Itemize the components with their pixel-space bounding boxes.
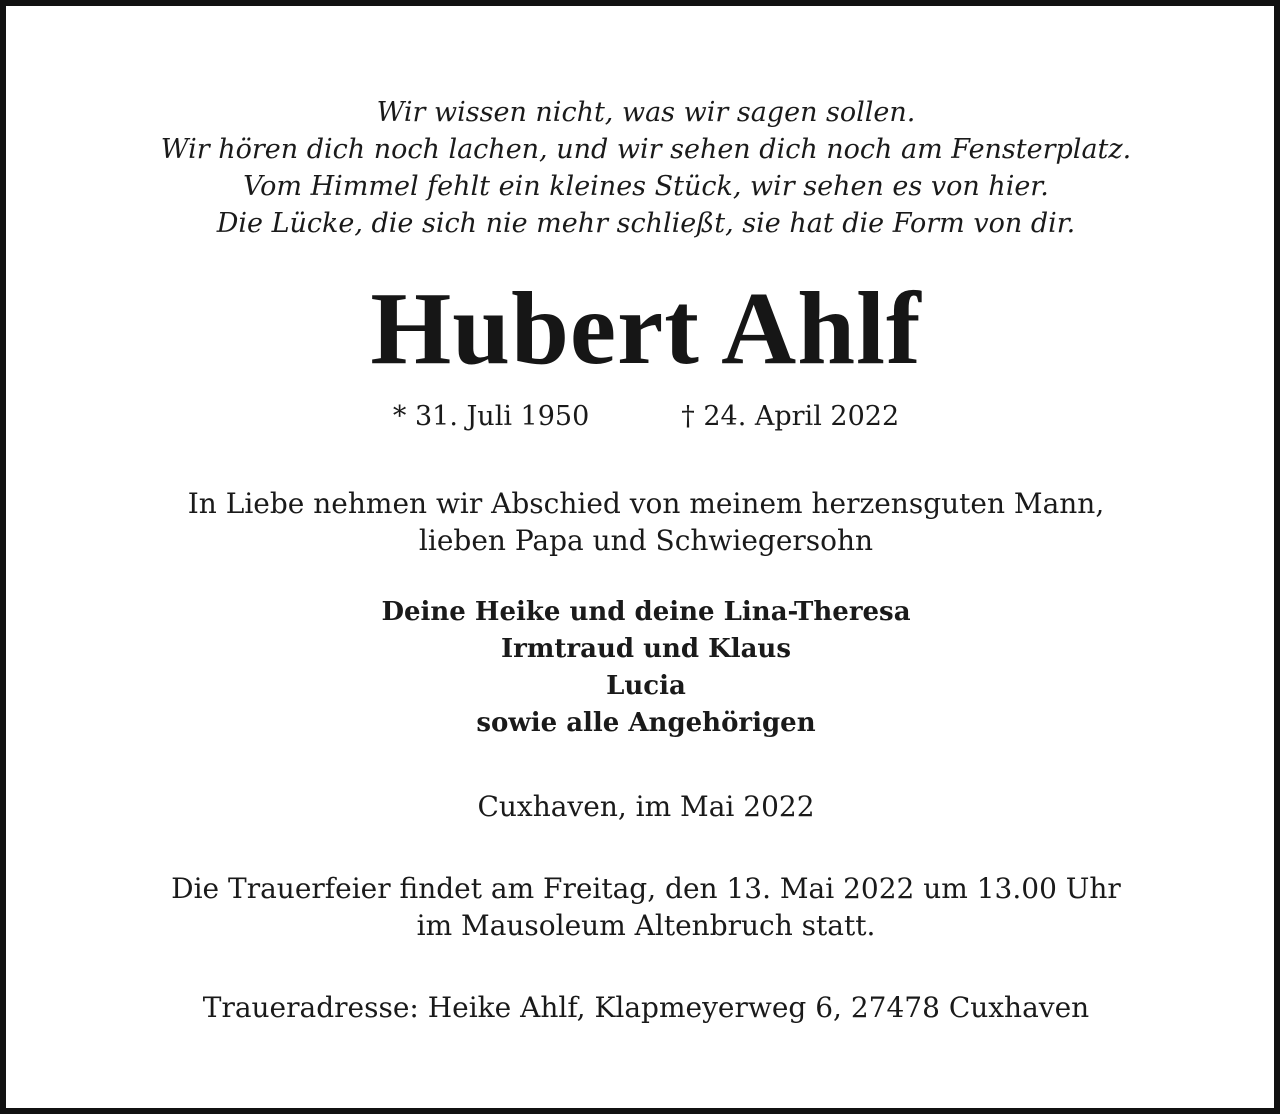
- death-date: † 24. April 2022: [681, 401, 900, 432]
- funeral-service-info: [6, 870, 1280, 944]
- birth-date: * 31. Juli 1950: [392, 401, 590, 432]
- poem: [6, 94, 1280, 242]
- poem-line: Wir wissen nicht, was wir sagen sollen.: [376, 97, 916, 128]
- farewell-line: lieben Papa und Schwiegersohn: [418, 524, 874, 557]
- address-line: Traueradresse: Heike Ahlf, Klapmeyerweg 6, 27478 Cuxhaven: [202, 991, 1090, 1024]
- poem-line: Wir hören dich noch lachen, und wir sehen dich noch am Fensterplatz.: [160, 134, 1132, 165]
- mourning-address: [6, 989, 1280, 1026]
- farewell-line: In Liebe nehmen wir Abschied von meinem herzensguten Mann,: [187, 487, 1105, 520]
- mourner-line: sowie alle Angehörigen: [476, 708, 816, 738]
- poem-line: Die Lücke, die sich nie mehr schließt, sie hat die Form von dir.: [216, 208, 1076, 239]
- service-line: im Mausoleum Altenbruch statt.: [416, 909, 876, 942]
- mourner-line: Lucia: [606, 671, 686, 701]
- mourners-list: [6, 594, 1280, 742]
- life-dates: [6, 399, 1280, 435]
- deceased-name: Hubert Ahlf: [370, 271, 922, 386]
- mourner-line: Deine Heike und deine Lina-Theresa: [381, 597, 911, 627]
- place-date-line: Cuxhaven, im Mai 2022: [477, 790, 815, 823]
- place-and-date: [6, 788, 1280, 825]
- mourner-line: Irmtraud und Klaus: [501, 634, 791, 664]
- poem-line: Vom Himmel fehlt ein kleines Stück, wir sehen es von hier.: [243, 171, 1049, 202]
- service-line: Die Trauerfeier findet am Freitag, den 13. Mai 2022 um 13.00 Uhr: [171, 872, 1121, 905]
- farewell-text: [6, 485, 1280, 559]
